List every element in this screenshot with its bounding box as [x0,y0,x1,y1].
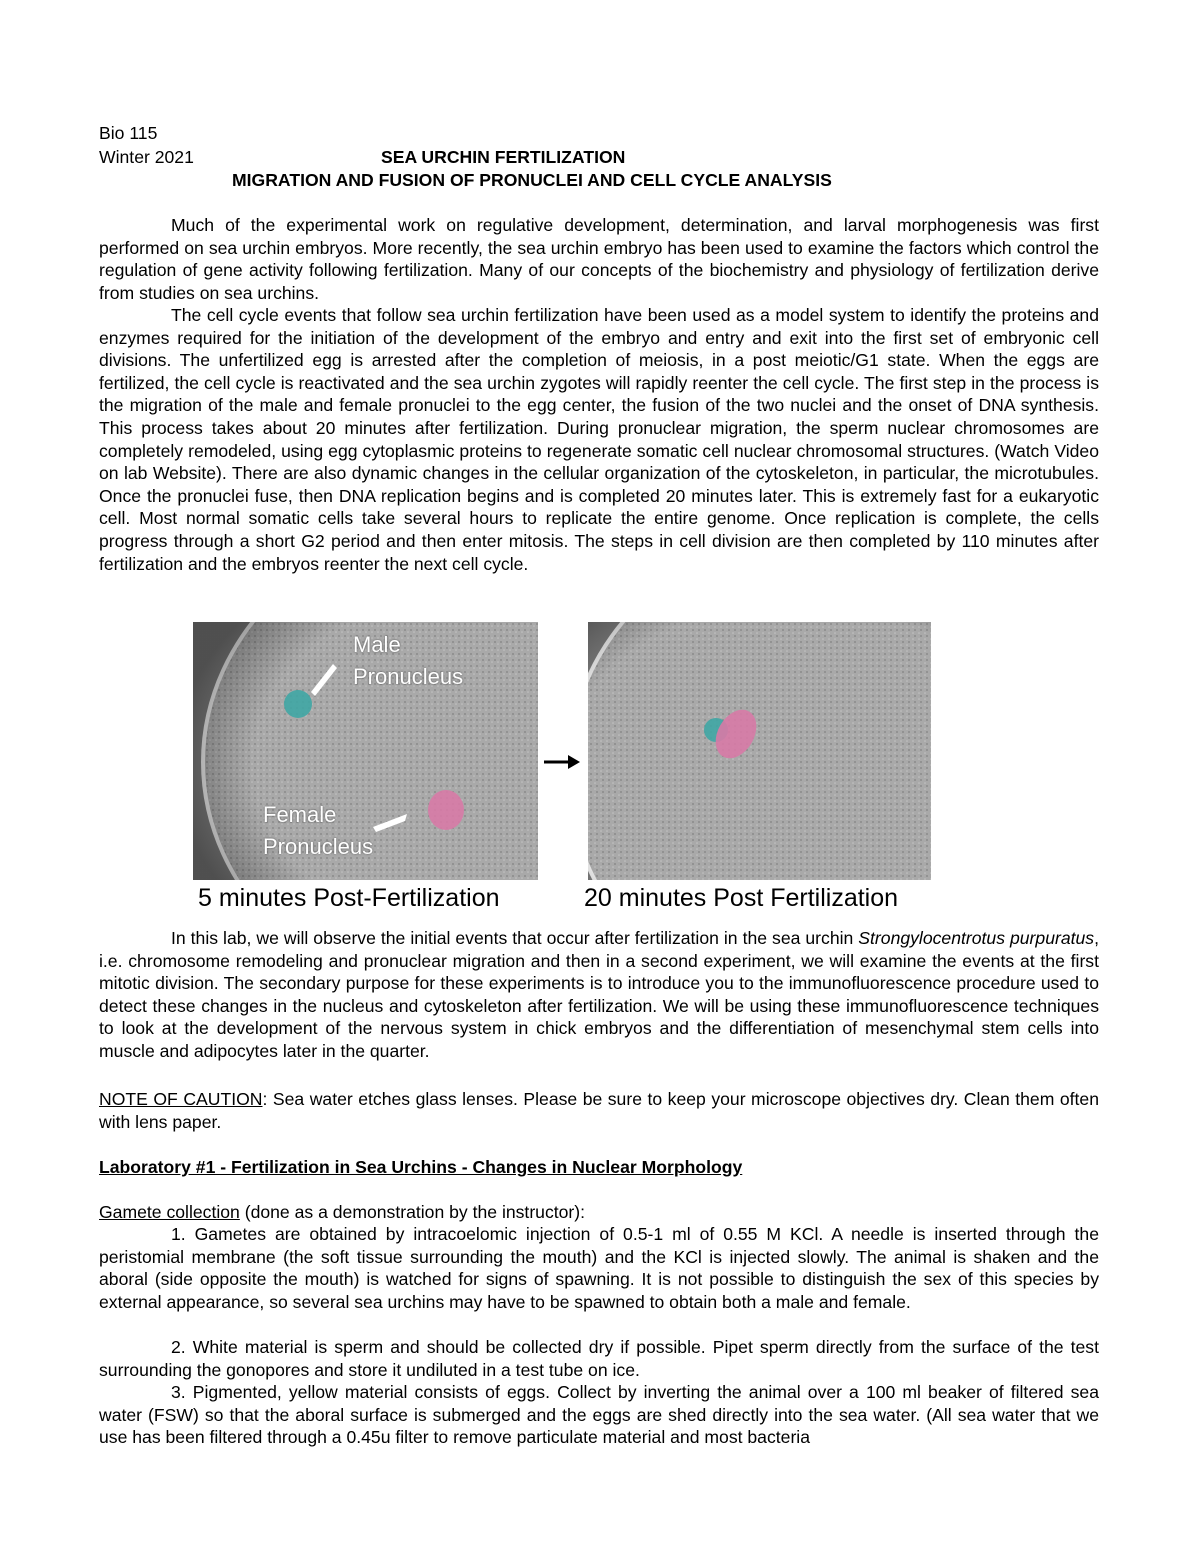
figure-caption-5min: 5 minutes Post-Fertilization [198,884,500,912]
lab-intro-text-end: , i.e. chromosome remodeling and pronuclear migration and then in a second experiment, we will examine the events at the first mitotic division. The secondary purpose for these experiments is to introduce you to the immunofluorescence procedure used to detect these changes in the nucleus and cytoskeleton after fertilization. We will be using these immunofluorescence techniques to look at the development of the nervous system in chick embryos and the differentiation of mesenchymal stem cells into muscle and adipocytes later in the quarter. [99,928,1099,1061]
lab1-heading: Laboratory #1 - Fertilization in Sea Urchins - Changes in Nuclear Morphology [99,1157,743,1177]
species-name: Strongylocentrotus purpuratus [858,928,1095,948]
step-3-paragraph [99,1381,1099,1449]
right-arrow-icon [542,752,582,772]
figure-panel-20min [588,622,931,880]
document-subtitle: MIGRATION AND FUSION OF PRONUCLEI AND CELL CYCLE ANALYSIS [232,170,832,190]
intro-paragraph-1 [99,214,1099,304]
intro-paragraph-2 [99,304,1099,575]
male-label-line2: Pronucleus [353,664,464,689]
figure-caption-20min: 20 minutes Post Fertilization [584,884,899,912]
female-pronucleus-marker [428,790,464,830]
step-1-text: 1. Gametes are obtained by intracoelomic injection of 0.5-1 ml of 0.55 M KCl. A needle is inserted through the peristomial membrane (the soft tissue surrounding the mouth) and the KCl is injected slowly. The animal is shaken and the aboral (side opposite the mouth) is watched for signs of spawning. It is not possible to distinguish the sex of this species by external appearance, so several sea urchins may have to be spawned to obtain both a male and female. [99,1224,1099,1312]
step-2-paragraph [99,1336,1099,1381]
term-label: Winter 2021 [99,147,194,167]
course-label: Bio 115 [99,123,158,143]
step-2-text: 2. White material is sperm and should be collected dry if possible. Pipet sperm directly from the surface of the test surrounding the gonopores and store it undiluted in a test tube on ice. [99,1337,1099,1380]
egg-micrograph-20min [588,622,931,880]
caution-text: : Sea water etches glass lenses. Please be sure to keep your microscope objectives dry. Clean them often with lens paper. [99,1089,1100,1132]
male-label-line1: Male [353,632,401,657]
figure-panel-5min [193,622,538,880]
lab-intro-paragraph [99,927,1099,1063]
caution-label: NOTE OF CAUTION [99,1089,263,1109]
intro-paragraph-2-text: The cell cycle events that follow sea urchin fertilization have been used as a model system to identify the proteins and enzymes required for the initiation of the development of the embryo and entry and exit into the first set of embryonic cell divisions. The unfertilized egg is arrested after the completion of meiosis, in a post meiotic/G1 state. When the eggs are fertilized, the cell cycle is reactivated and the sea urchin zygotes will rapidly reenter the cell cycle. The first step in the process is the migration of the male and female pronuclei to the egg center, the fusion of the two nuclei and the onset of DNA synthesis. This process takes about 20 minutes after fertilization. During pronuclear migration, the sperm nuclear chromosomes are completely remodeled, using egg cytoplasmic proteins to regenerate somatic cell nuclear chromosomal structures. (Watch Video on lab Website). There are also dynamic changes in the cellular organization of the cytoskeleton, in particular, the microtubules. Once the pronuclei fuse, then DNA replication begins and is completed 20 minutes later. This is extremely fast for a eukaryotic cell. Most normal somatic cells take several hours to replicate the entire genome. Once replication is complete, the cells progress through a short G2 period and then enter mitosis. The steps in cell division are then completed by 110 minutes after fertilization and the embryos reenter the next cell cycle. [99,305,1099,574]
female-label-line1: Female [263,802,337,827]
male-pronucleus-marker [284,690,312,718]
lab-intro-text-start: In this lab, we will observe the initial events that occur after fertilization in the sea urchin [171,928,859,948]
step-1-paragraph [99,1223,1099,1313]
gamete-collection-note: (done as a demonstration by the instructor): [239,1202,586,1222]
intro-paragraph-1-text: Much of the experimental work on regulative development, determination, and larval morphogenesis was first performed on sea urchin embryos. More recently, the sea urchin embryo has been used to examine the factors which control the regulation of gene activity following fertilization. Many of our concepts of the biochemistry and physiology of fertilization derive from studies on sea urchins. [99,215,1099,303]
step-3-text: 3. Pigmented, yellow material consists of eggs. Collect by inverting the animal over a 100 ml beaker of filtered sea water (FSW) so that the aboral surface is submerged and the eggs are shed directly into the sea water. (All sea water that we use has been filtered through a 0.45u filter to remove particulate material and most bacteria [99,1382,1099,1448]
female-label-line2: Pronucleus [263,834,374,859]
gamete-collection-line [99,1201,585,1224]
caution-note [99,1088,1099,1133]
document-title: SEA URCHIN FERTILIZATION [381,147,626,167]
gamete-collection-label: Gamete collection [99,1202,240,1222]
